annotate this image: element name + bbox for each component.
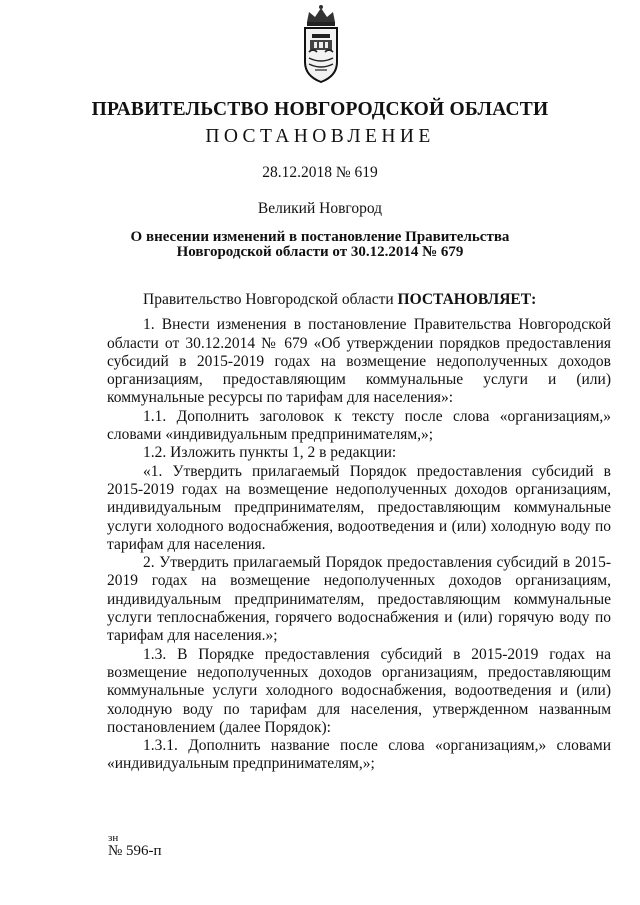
document-subject [0, 230, 640, 260]
paragraph-1: 1. Внести изменения в постановление Правительства Новгородской области от 30.12.2014 № 679 «Об утверждении порядков предоставления субсидий в 2015-2019 годах на возмещение недополученных доходов организациям, предоставляющим коммунальные услуги и (или) коммунальные ресурсы по тарифам для населения»: [107, 316, 611, 407]
quoted-item-1: «1. Утвердить прилагаемый Порядок предоставления субсидий в 2015-2019 годах на возмещение недополученных доходов организациям, индивидуальным предпринимателям, предоставляющим коммунальные услуги холодного водоснабжения, водоотведения и (или) холодную воду по тарифам для населения. [107, 462, 611, 553]
preamble [107, 291, 611, 309]
preamble-text: Правительство Новгородской области [143, 291, 398, 308]
footer-number: № 596-п [108, 843, 162, 859]
subject-line-2: Новгородской области от 30.12.2014 № 679 [176, 244, 464, 260]
paragraph-1-1: 1.1. Дополнить заголовок к тексту после слова «организациям,» словами «индивидуальным предпринимателям,»; [107, 407, 611, 444]
footer-reference [108, 833, 162, 859]
preamble-decree-word: ПОСТАНОВЛЯЕТ: [397, 291, 537, 308]
document-place: Великий Новгород [257, 200, 383, 217]
quoted-item-2: 2. Утвердить прилагаемый Порядок предоставления субсидий в 2015-2019 годах на возмещение недополученных доходов организациям, индивидуальным предпринимателям, предоставляющим коммунальные услуги теплоснабжения, горячего водоснабжения и (или) горячую воду по тарифам для населения.»; [107, 554, 611, 645]
organization-title: ПРАВИТЕЛЬСТВО НОВГОРОДСКОЙ ОБЛАСТИ [91, 99, 549, 120]
document-date-number: 28.12.2018 № 619 [262, 164, 378, 181]
footer-code: зн [108, 832, 119, 844]
paragraph-1-3-1: 1.3.1. Дополнить название после слова «организациям,» словами «индивидуальным предпринимателям,»; [107, 737, 611, 773]
novgorod-coat-of-arms-icon [297, 2, 345, 90]
subject-line-1: О внесении изменений в постановление Правительства [130, 229, 510, 245]
document-type: ПОСТАНОВЛЕНИЕ [205, 126, 435, 147]
document-body [107, 291, 611, 774]
paragraph-1-2: 1.2. Изложить пункты 1, 2 в редакции: [143, 444, 397, 462]
paragraph-1-3: 1.3. В Порядке предоставления субсидий в 2015-2019 годах на возмещение недополученных доходов организациям, предоставляющим коммунальные услуги холодного водоснабжения, водоотведения и (или) холодную воду по тарифам для населения, утвержденном названным постановлением (далее Порядок): [107, 645, 611, 736]
